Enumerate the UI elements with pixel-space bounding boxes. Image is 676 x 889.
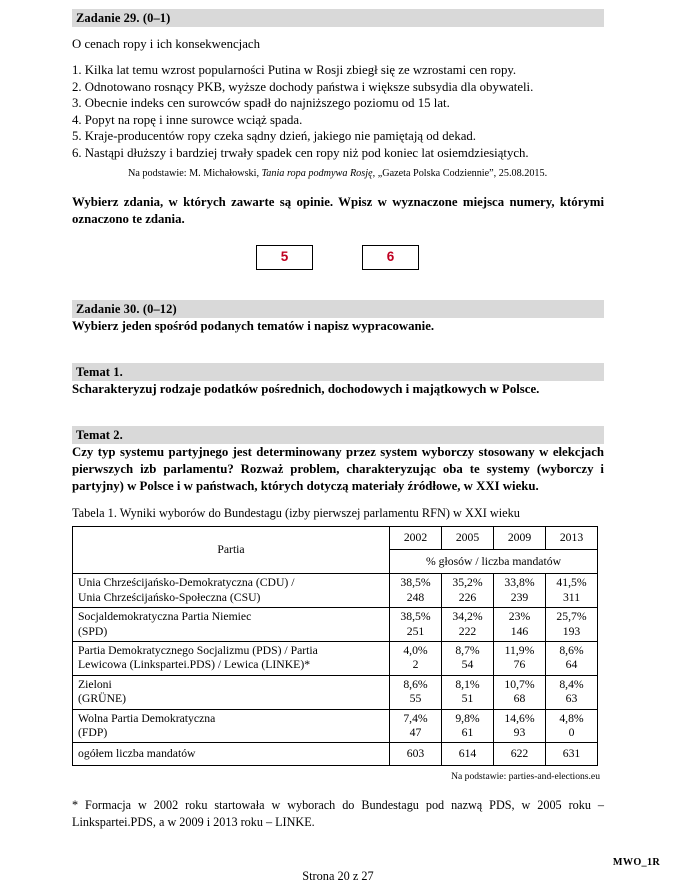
party-name-line: (GRÜNE) — [78, 692, 127, 706]
table-row — [73, 608, 598, 642]
percent-value: 33,8% — [504, 576, 535, 590]
percent-value: 25,7% — [556, 610, 587, 624]
seats-value: 51 — [461, 692, 474, 706]
table-cell-result — [494, 642, 546, 676]
statement-item: 6. Nastąpi dłuższy i bardziej trwały spadek cen ropy niż pod koniec lat osiemdziesiątych. — [72, 145, 529, 160]
table-cell-result — [442, 642, 494, 676]
page-content — [72, 9, 604, 830]
table-cell-result — [546, 709, 598, 743]
table-cell-result — [390, 709, 442, 743]
column-header-party: Partia — [73, 527, 390, 574]
seats-value: 54 — [461, 658, 474, 672]
percent-value: 10,7% — [504, 677, 535, 691]
party-name-line: Socjaldemokratyczna Partia Niemiec — [78, 610, 252, 624]
table-header-row-years — [73, 527, 598, 550]
seats-value: 63 — [565, 692, 578, 706]
party-name-line: Lewicowa (Linkspartei.PDS) / Lewica (LINKE)* — [78, 658, 311, 672]
table-cell-result — [494, 675, 546, 709]
topic-spacer-2 — [72, 398, 604, 426]
party-name-line: (SPD) — [78, 624, 108, 638]
table-cell-party — [73, 574, 390, 608]
seats-value: 68 — [513, 692, 526, 706]
attribution-prefix: Na podstawie: M. Michałowski, — [128, 167, 262, 179]
seats-value: 93 — [513, 726, 526, 740]
task-29-lead: O cenach ropy i ich konsekwencjach — [72, 37, 260, 51]
election-results-table — [72, 526, 598, 766]
table-caption: Tabela 1. Wyniki wyborów do Bundestagu (izby pierwszej parlamentu RFN) w XXI wieku — [72, 506, 520, 521]
table-cell-party — [73, 608, 390, 642]
answer-box-2[interactable] — [362, 245, 419, 270]
seats-value: 64 — [565, 658, 578, 672]
table-row — [73, 574, 598, 608]
seats-value: 146 — [510, 624, 529, 638]
table-row — [73, 675, 598, 709]
answer-box-1-value: 5 — [280, 248, 289, 264]
task-29-attribution — [72, 167, 604, 181]
seats-value: 226 — [458, 590, 477, 604]
table-cell-result — [546, 608, 598, 642]
table-cell-result — [494, 709, 546, 743]
table-cell-result — [494, 574, 546, 608]
party-name-line: Unia Chrześcijańsko-Demokratyczna (CDU) / — [78, 576, 295, 590]
percent-value: 8,6% — [403, 677, 428, 691]
seats-value: 0 — [568, 726, 575, 740]
table-spacer — [72, 495, 604, 505]
topic-1-header: Temat 1. — [72, 363, 604, 381]
table-row — [73, 642, 598, 676]
percent-value: 23% — [508, 610, 531, 624]
topic-1-body: Scharakteryzuj rodzaje podatków pośrednich, dochodowych i majątkowych w Polsce. — [72, 381, 540, 396]
percent-value: 8,6% — [559, 644, 584, 657]
percent-value: 38,5% — [400, 610, 431, 624]
column-header-year: 2009 — [494, 527, 546, 550]
table-cell-result — [494, 608, 546, 642]
task-30-header: Zadanie 30. (0–12) — [72, 300, 604, 318]
statement-item: 5. Kraje-producentów ropy czeka sądny dzień, jakiego nie pamiętają od dekad. — [72, 129, 477, 144]
table-footnote: * Formacja w 2002 roku startowała w wyborach do Bundestagu pod nazwą PDS, w 2005 roku – Linkspartei.PDS, a w 2009 i 2013 roku – LINKE. — [72, 798, 604, 829]
percent-value: 8,1% — [455, 677, 480, 691]
seats-value: 76 — [513, 658, 526, 672]
statement-item: 1. Kilka lat temu wzrost popularności Putina w Rosji zbiegł się ze wzrostami cen ropy. — [72, 63, 517, 77]
party-name-line: Unia Chrześcijańsko-Społeczna (CSU) — [78, 590, 261, 604]
seats-value: 248 — [406, 590, 425, 604]
table-cell-result — [546, 675, 598, 709]
party-name-line: Zieloni — [78, 677, 112, 691]
table-cell-party — [73, 642, 390, 676]
table-row — [73, 709, 598, 743]
seats-value: 251 — [406, 624, 425, 638]
answer-box-1[interactable] — [256, 245, 313, 270]
table-cell-total-value: 622 — [494, 743, 546, 766]
percent-value: 4,8% — [559, 711, 584, 725]
column-header-year: 2005 — [442, 527, 494, 550]
table-source-note: Na podstawie: parties-and-elections.eu — [451, 771, 600, 783]
table-cell-result — [442, 675, 494, 709]
table-cell-result — [390, 642, 442, 676]
party-name-line: Wolna Partia Demokratyczna — [78, 711, 216, 725]
percent-value: 8,4% — [559, 677, 584, 691]
topic-2-header: Temat 2. — [72, 426, 604, 444]
answer-box-2-value: 6 — [386, 248, 395, 264]
column-header-year: 2013 — [546, 527, 598, 550]
table-cell-result — [442, 709, 494, 743]
seats-value: 47 — [409, 726, 422, 740]
percent-value: 4,0% — [403, 644, 428, 657]
percent-value: 11,9% — [504, 644, 535, 657]
seats-value: 193 — [562, 624, 581, 638]
attribution-title: Tania ropa podmywa Rosję — [261, 167, 373, 179]
percent-value: 14,6% — [504, 711, 535, 725]
seats-value: 222 — [458, 624, 477, 638]
seats-value: 55 — [409, 692, 422, 706]
answer-boxes — [72, 245, 604, 272]
table-row-total — [73, 743, 598, 766]
percent-value: 35,2% — [452, 576, 483, 590]
table-cell-party — [73, 709, 390, 743]
table-cell-result — [442, 608, 494, 642]
task-30-instruction: Wybierz jeden spośród podanych tematów i napisz wypracowanie. — [72, 318, 435, 333]
page-number: Strona 20 z 27 — [302, 869, 374, 883]
column-header-unit: % głosów / liczba mandatów — [390, 550, 598, 574]
table-cell-party — [73, 675, 390, 709]
table-cell-total-value: 603 — [390, 743, 442, 766]
topic-spacer-1 — [72, 335, 604, 363]
table-cell-result — [546, 642, 598, 676]
exam-code: MWO_1R — [612, 857, 660, 868]
percent-value: 34,2% — [452, 610, 483, 624]
topic-2-body: Czy typ systemu partyjnego jest determinowany przez system wyborczy stosowany w elekcjach pierwszych izb parlamentu? Rozważ problem, charakteryzując oba te systemy (wyborczy i partyjny) w Polsce i w państwach, których dotyczą materiały źródłowe, w XXI wieku. — [72, 444, 604, 494]
table-cell-total-label: ogółem liczba mandatów — [73, 743, 390, 766]
percent-value: 41,5% — [556, 576, 587, 590]
table-cell-result — [390, 574, 442, 608]
table-cell-total-value: 614 — [442, 743, 494, 766]
task-29-statement-list — [72, 62, 604, 162]
table-cell-result — [442, 574, 494, 608]
section-spacer — [72, 272, 604, 300]
seats-value: 239 — [510, 590, 529, 604]
table-cell-result — [390, 675, 442, 709]
seats-value: 61 — [461, 726, 474, 740]
seats-value: 311 — [562, 590, 581, 604]
statement-item: 3. Obecnie indeks cen surowców spadł do najniższego poziomu od 15 lat. — [72, 96, 450, 111]
seats-value: 2 — [412, 658, 419, 672]
attribution-suffix: , „Gazeta Polska Codziennie”, 25.08.2015. — [372, 167, 548, 179]
task-29-instruction: Wybierz zdania, w których zawarte są opinie. Wpisz w wyznaczone miejsca numery, którymi oznaczono te zdania. — [72, 194, 604, 226]
percent-value: 38,5% — [400, 576, 431, 590]
party-name-line: Partia Demokratycznego Socjalizmu (PDS) / Partia — [78, 644, 318, 657]
table-cell-result — [390, 608, 442, 642]
percent-value: 9,8% — [455, 711, 480, 725]
statement-item: 4. Popyt na ropę i inne surowce wciąż spada. — [72, 112, 303, 127]
party-name-line: (FDP) — [78, 726, 108, 740]
percent-value: 8,7% — [455, 644, 480, 657]
table-cell-result — [546, 574, 598, 608]
statement-item: 2. Odnotowano rosnący PKB, wyższe dochody państwa i większe subsydia dla obywateli. — [72, 79, 534, 94]
percent-value: 7,4% — [403, 711, 428, 725]
column-header-year: 2002 — [390, 527, 442, 550]
table-cell-total-value: 631 — [546, 743, 598, 766]
task-29-header: Zadanie 29. (0–1) — [72, 9, 604, 27]
